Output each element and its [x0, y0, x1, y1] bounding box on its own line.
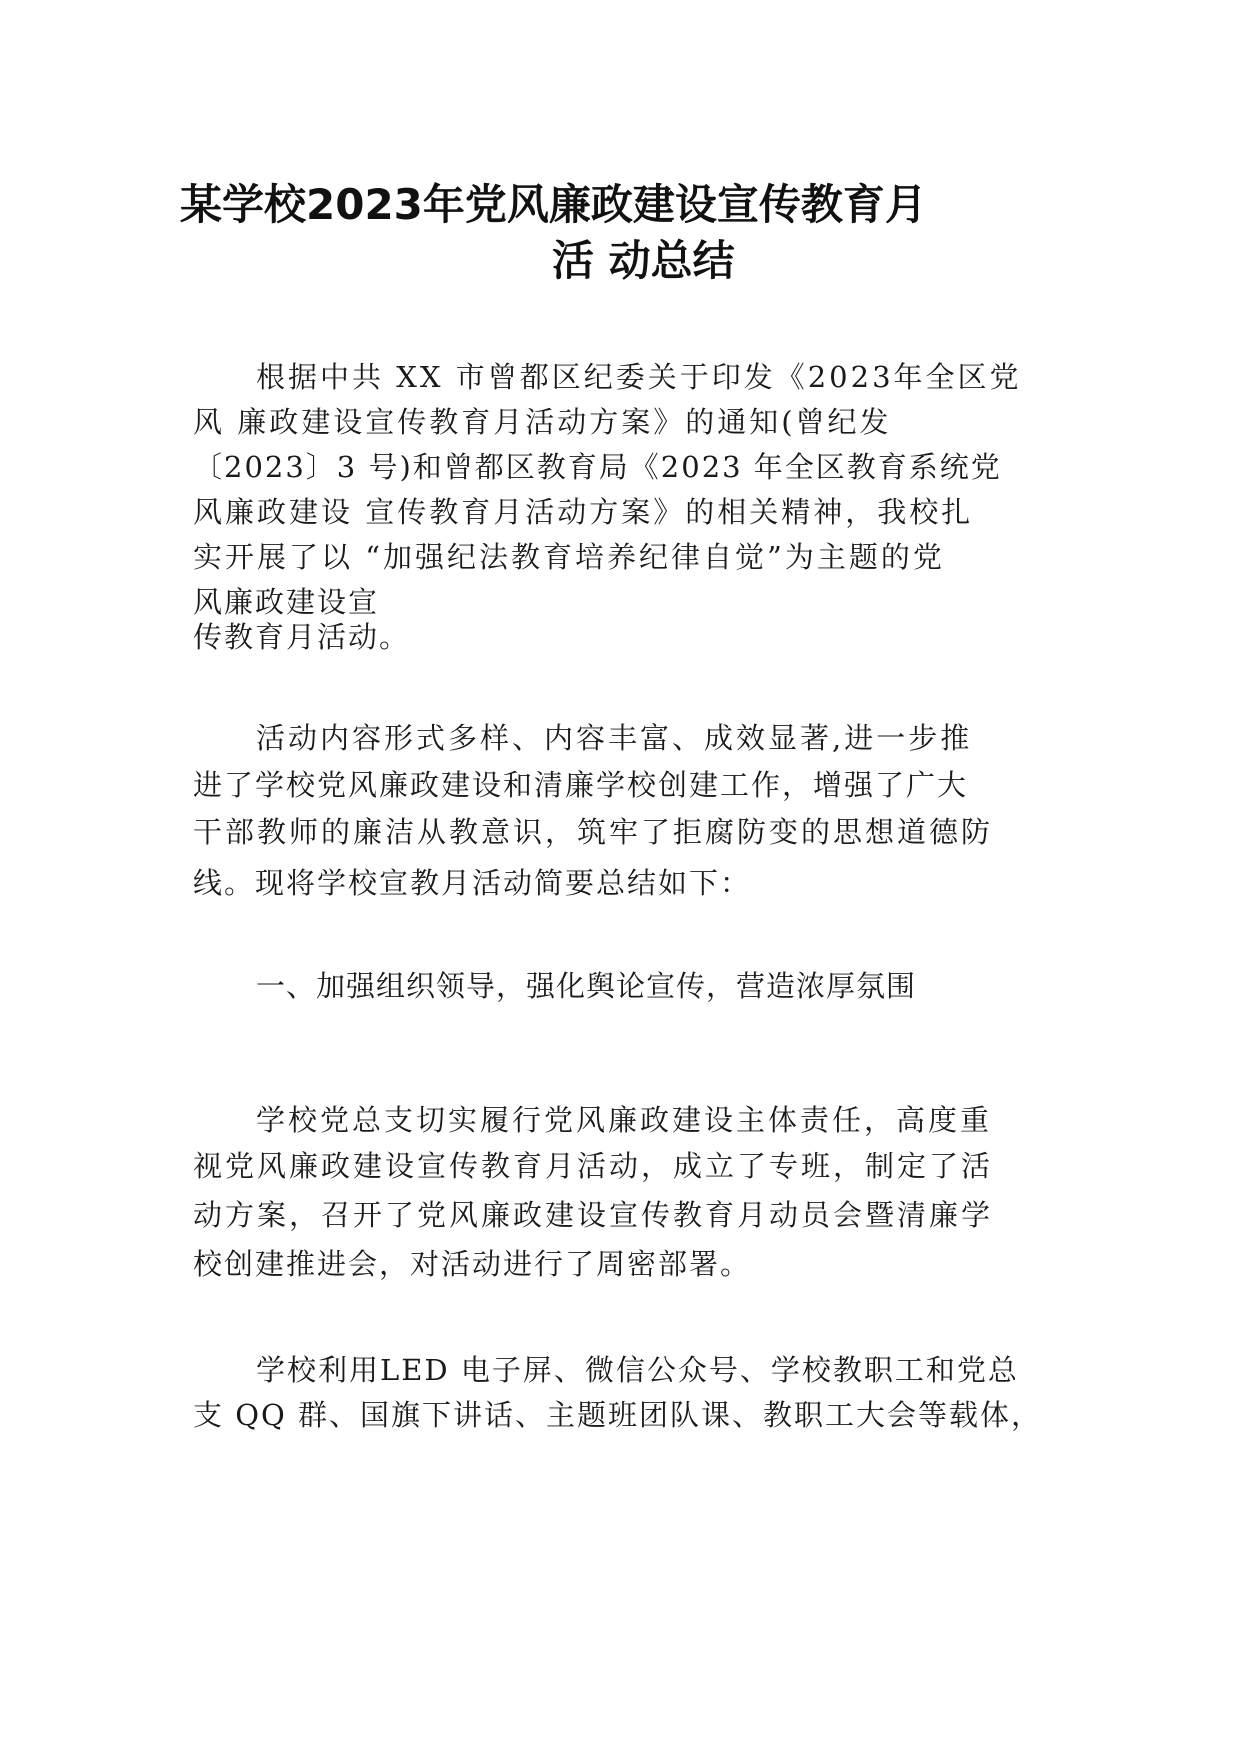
text-line: 风廉政建设 宣传教育月活动方案》的相关精神，我校扎 — [193, 495, 974, 529]
paragraph-intro — [193, 355, 1073, 625]
section-heading-1 — [193, 964, 1073, 1009]
text-line: 风廉政建设宣 — [193, 585, 380, 619]
text-line: 根据中共 XX 市曾都区纪委关于印发《2023年全区党 — [256, 360, 1022, 394]
text-line: 线。现将学校宣教月活动简要总结如下： — [193, 866, 752, 900]
paragraph-publicity — [193, 1348, 1073, 1438]
text-line: 实开展了以 “加强纪法教育培养纪律自觉”为主题的党 — [193, 540, 945, 574]
text-line: 学校利用LED 电子屏、微信公众号、学校教职工和党总 — [256, 1353, 1019, 1387]
text-line: 支 QQ 群、国旗下讲话、主题班团队课、教职工大会等载体， — [193, 1398, 1042, 1432]
text-line: 活动内容形式多样、内容丰富、成效显著,进一步推 — [256, 721, 973, 755]
document-title-line-2: 活 动总结 — [552, 236, 735, 285]
text-line: 〔2023〕3 号)和曾都区教育局《2023 年全区教育系统党 — [193, 450, 1002, 484]
text-line: 校创建推进会，对活动进行了周密部署。 — [193, 1247, 752, 1281]
text-line: 动方案，召开了党风廉政建设宣传教育月动员会暨清廉学 — [193, 1198, 994, 1232]
paragraph-organization — [193, 1097, 1073, 1287]
text-line: 风 廉政建设宣传教育月活动方案》的通知(曾纪发 — [193, 405, 892, 439]
text-line: 干部教师的廉洁从教意识，筑牢了拒腐防变的思想道德防 — [193, 815, 994, 849]
paragraph-continuation — [193, 615, 1073, 660]
document-title-line-1: 某学校2023年党风廉政建设宣传教育月 — [180, 180, 927, 229]
paragraph-summary-intro — [193, 715, 1073, 911]
text-line: 视党风廉政建设宣传教育月活动，成立了专班，制定了活 — [193, 1149, 994, 1183]
text-line: 进了学校党风廉政建设和清廉学校创建工作，增强了广大 — [193, 768, 969, 802]
text-line: 传教育月活动。 — [193, 620, 411, 654]
section-heading-text: 一、加强组织领导，强化舆论宣传，营造浓厚氛围 — [256, 969, 917, 1003]
text-line: 学校党总支切实履行党风廉政建设主体责任，高度重 — [256, 1103, 993, 1137]
